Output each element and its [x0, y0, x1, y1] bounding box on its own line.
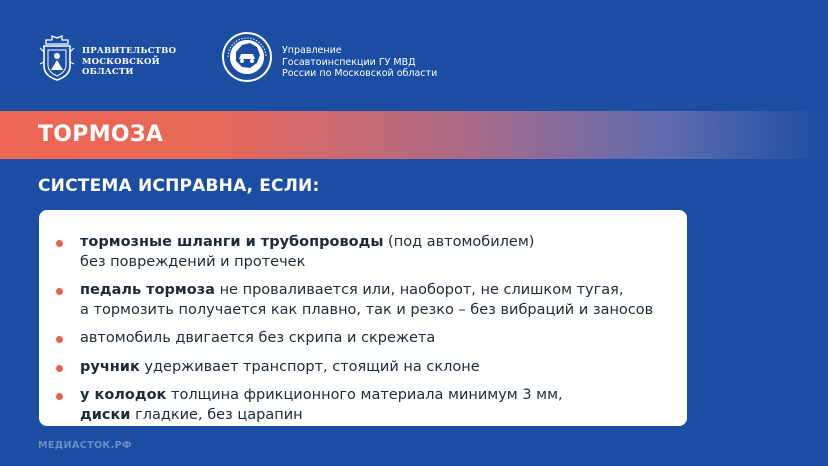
item-line: [80, 385, 563, 405]
item-text: толщина фрикционного материала минимум 3 мм,: [166, 387, 563, 403]
gosavtoinspekciya-emblem-icon: [220, 30, 274, 84]
item-bold: диски: [80, 407, 131, 423]
gov-line: ПРАВИТЕЛЬСТВО: [82, 46, 177, 56]
gov-line: ОБЛАСТИ: [82, 67, 134, 77]
item-bold: у колодок: [80, 387, 167, 403]
bullet-dot-icon: [56, 336, 63, 343]
gai-line: Госавтоинспекции ГУ МВД: [282, 56, 416, 68]
content-card: [39, 210, 687, 426]
bullet-dot-icon: [56, 393, 63, 400]
item-line: [80, 280, 623, 300]
item-line: [80, 328, 435, 348]
page-title: ТОРМОЗА: [38, 122, 164, 147]
government-name: [82, 46, 192, 78]
item-text: а тормозить получается как плавно, так и резко – без вибраций и заносов: [80, 302, 654, 318]
item-line: [80, 252, 305, 272]
gai-line: Управление: [282, 45, 342, 56]
gai-name: [282, 45, 482, 80]
item-text: гладкие, без царапин: [130, 407, 303, 423]
section-subtitle: СИСТЕМА ИСПРАВНА, ЕСЛИ:: [38, 176, 320, 196]
item-line: [80, 300, 653, 320]
footer-source: МЕДИАСТОК.РФ: [38, 440, 132, 451]
item-line: [80, 232, 534, 252]
gov-line: МОСКОВСКОЙ: [82, 56, 160, 67]
item-line: [80, 405, 303, 425]
item-text: не проваливается или, наоборот, не слишком тугая,: [214, 282, 624, 298]
item-bold: тормозные шланги и трубопроводы: [80, 234, 384, 250]
item-text: (под автомобилем): [383, 234, 535, 250]
header: [0, 0, 828, 110]
item-bold: ручник: [80, 359, 140, 375]
gai-line: России по Московской области: [282, 68, 438, 79]
item-line: [80, 357, 480, 377]
bullet-dot-icon: [56, 365, 63, 372]
item-text: автомобиль двигается без скрипа и скрежета: [80, 330, 436, 346]
item-bold: педаль тормоза: [80, 282, 215, 298]
moscow-region-coat-of-arms-icon: [38, 34, 76, 82]
bullet-dot-icon: [56, 240, 63, 247]
item-text: без повреждений и протечек: [80, 254, 306, 270]
bullet-dot-icon: [56, 288, 63, 295]
item-text: удерживает транспорт, стоящий на склоне: [139, 359, 480, 375]
